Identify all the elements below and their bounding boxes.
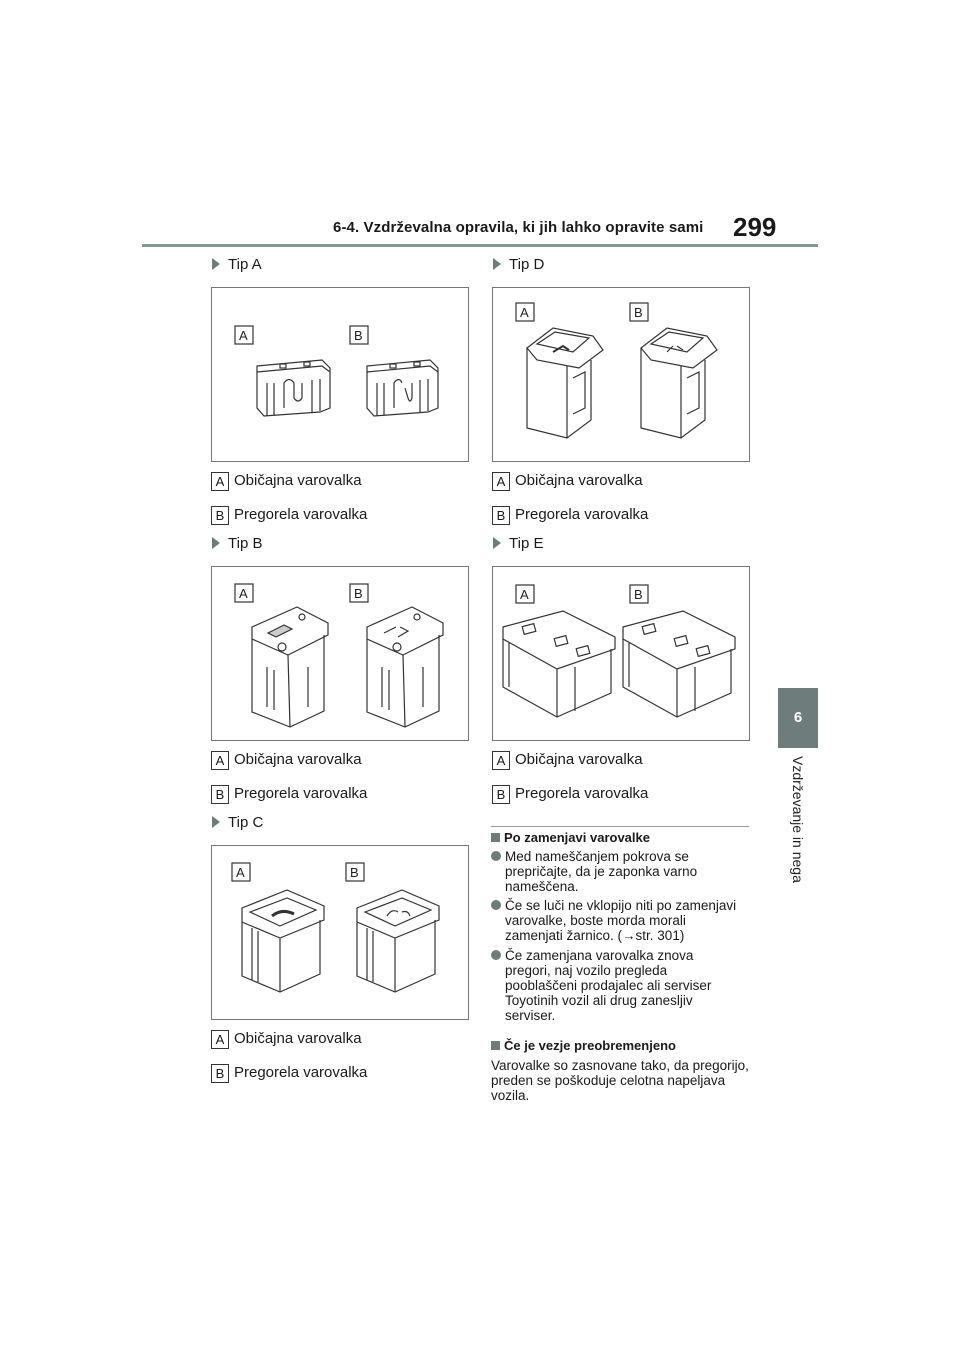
type-title: Tip A — [228, 256, 262, 273]
caption-text: Običajna varovalka — [234, 472, 362, 489]
caption-b — [211, 506, 367, 525]
marker-a: A — [520, 587, 529, 602]
square-bullet-icon — [491, 1041, 500, 1050]
overload-paragraph: Varovalke so zasnovane tako, da pregorijo, preden se poškoduje celotna napeljava vozila. — [491, 1058, 749, 1103]
marker-b-badge: B — [492, 785, 510, 804]
note-bullet — [491, 948, 741, 1023]
caption-a — [492, 751, 643, 770]
caption-a — [211, 751, 362, 770]
marker-b: B — [634, 305, 643, 320]
notes-divider — [491, 826, 749, 827]
bullet-text: Če se luči ne vklopijo niti po zamenjavi varovalke, boste morda morali zamenjati žarnico. (→str. 301) — [505, 898, 737, 943]
note-heading-after-replacement — [491, 830, 650, 845]
type-a-heading — [212, 256, 262, 273]
type-d-heading — [493, 256, 544, 273]
header-divider — [142, 244, 818, 247]
type-d-figure — [492, 287, 750, 462]
heading-text: Če je vezje preobremenjeno — [504, 1038, 676, 1053]
caption-text: Pregorela varovalka — [234, 1064, 368, 1081]
chapter-title: Vzdrževanje in nega — [790, 756, 806, 883]
triangle-bullet-icon — [493, 537, 501, 549]
square-bullet-icon — [491, 833, 500, 842]
caption-text: Običajna varovalka — [515, 751, 643, 768]
type-title: Tip B — [228, 535, 263, 552]
bullet-text: Če zamenjana varovalka znova pregori, naj vozilo pregleda pooblaščeni prodajalec ali serviser Toyotinih vozil ali drug zanesljiv serviser. — [505, 948, 712, 1023]
chapter-tab: 6 — [778, 688, 818, 748]
marker-b: B — [350, 865, 359, 880]
marker-a: A — [236, 865, 245, 880]
type-title: Tip D — [509, 256, 545, 273]
type-c-heading — [212, 814, 263, 831]
circle-bullet-icon — [491, 851, 501, 861]
caption-a — [492, 472, 643, 491]
circle-bullet-icon — [491, 950, 501, 960]
caption-text: Pregorela varovalka — [515, 506, 649, 523]
note-bullet — [491, 898, 741, 943]
marker-b-badge: B — [492, 506, 510, 525]
marker-b: B — [634, 587, 643, 602]
chapter-side-label — [785, 756, 811, 906]
type-title: Tip E — [509, 535, 544, 552]
triangle-bullet-icon — [212, 816, 220, 828]
note-heading-overload — [491, 1038, 676, 1053]
bullet-text: Med nameščanjem pokrova se prepričajte, da je zaponka varno nameščena. — [505, 849, 698, 894]
caption-text: Običajna varovalka — [234, 1030, 362, 1047]
triangle-bullet-icon — [493, 258, 501, 270]
note-bullet — [491, 849, 741, 894]
caption-b — [211, 785, 367, 804]
triangle-bullet-icon — [212, 537, 220, 549]
marker-b-badge: B — [211, 785, 229, 804]
marker-b: B — [354, 328, 363, 343]
caption-a — [211, 1030, 362, 1049]
caption-text: Običajna varovalka — [234, 751, 362, 768]
section-title: 6-4. Vzdrževalna opravila, ki jih lahko opravite sami — [333, 219, 704, 236]
marker-a-badge: A — [211, 1030, 229, 1049]
marker-a: A — [239, 328, 248, 343]
caption-b — [492, 506, 648, 525]
type-c-figure — [211, 845, 469, 1020]
marker-a-badge: A — [211, 751, 229, 770]
caption-text: Pregorela varovalka — [234, 506, 368, 523]
caption-text: Pregorela varovalka — [234, 785, 368, 802]
circle-bullet-icon — [491, 900, 501, 910]
page-number: 299 — [733, 212, 777, 242]
type-b-heading — [212, 535, 262, 552]
heading-text: Po zamenjavi varovalke — [504, 830, 650, 845]
caption-b — [211, 1064, 367, 1083]
caption-text: Običajna varovalka — [515, 472, 643, 489]
triangle-bullet-icon — [212, 258, 220, 270]
marker-b-badge: B — [211, 1064, 229, 1083]
type-title: Tip C — [228, 814, 264, 831]
marker-b: B — [354, 586, 363, 601]
caption-b — [492, 785, 648, 804]
marker-a-badge: A — [492, 751, 510, 770]
type-e-figure — [492, 566, 750, 741]
marker-a-badge: A — [211, 472, 229, 491]
marker-a: A — [239, 586, 248, 601]
caption-text: Pregorela varovalka — [515, 785, 649, 802]
caption-a — [211, 472, 362, 491]
marker-a: A — [520, 305, 529, 320]
marker-b-badge: B — [211, 506, 229, 525]
type-a-figure — [211, 287, 469, 462]
marker-a-badge: A — [492, 472, 510, 491]
type-b-figure — [211, 566, 469, 741]
type-e-heading — [493, 535, 543, 552]
